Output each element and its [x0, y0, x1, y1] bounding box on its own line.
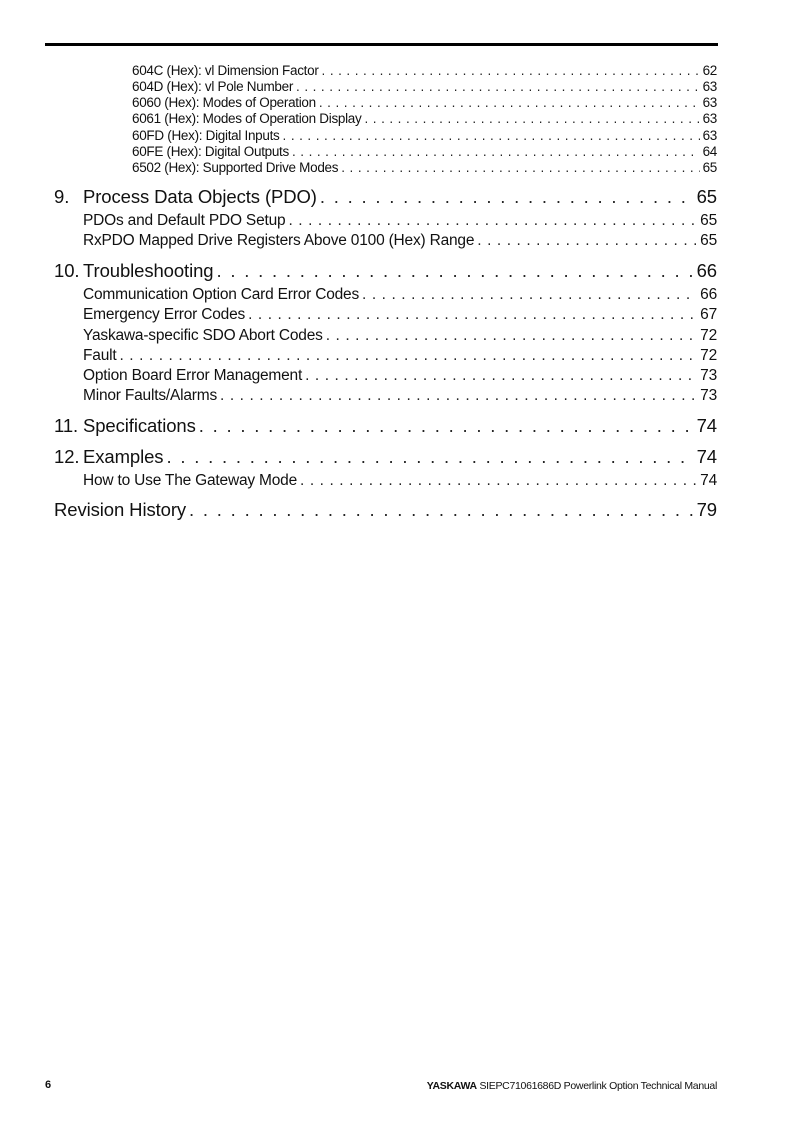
footer-manual-name: SIEPC71061686D Powerlink Option Technical Manual: [479, 1080, 717, 1092]
toc-entry-page: 63: [702, 95, 717, 110]
toc-entry[interactable]: [132, 95, 717, 110]
leader-dots: [220, 387, 697, 405]
toc-section-page: 65: [700, 232, 717, 249]
toc-entry-title: 604C (Hex): vl Dimension Factor: [132, 63, 319, 78]
leader-dots: [166, 446, 693, 468]
toc-entry-page: 64: [702, 144, 717, 159]
leader-dots: [189, 499, 694, 521]
toc-entry-title: 60FD (Hex): Digital Inputs: [132, 128, 280, 143]
toc-section[interactable]: [83, 232, 717, 250]
toc-section[interactable]: [83, 387, 717, 405]
toc-chapter[interactable]: [54, 446, 717, 468]
toc-section-page: 65: [700, 212, 717, 229]
toc-entry[interactable]: [132, 79, 717, 94]
chapter-title: Revision History: [54, 499, 187, 520]
toc-chapter[interactable]: [54, 186, 717, 208]
toc-entry-title: 6061 (Hex): Modes of Operation Display: [132, 111, 362, 126]
leader-dots: [322, 63, 700, 78]
leader-dots: [199, 415, 694, 437]
toc-section[interactable]: [83, 367, 717, 385]
toc-chapter-page: 65: [696, 186, 717, 207]
toc-section-page: 67: [700, 306, 717, 323]
leader-dots: [364, 111, 699, 126]
toc-section[interactable]: [83, 472, 717, 490]
toc-chapter-page: 79: [696, 499, 717, 520]
toc-section[interactable]: [83, 286, 717, 304]
chapter-title: Specifications: [83, 415, 196, 436]
toc-entry-page: 63: [702, 79, 717, 94]
toc-chapter[interactable]: [54, 499, 717, 521]
leader-dots: [119, 347, 697, 365]
toc-section-title: How to Use The Gateway Mode: [83, 472, 297, 489]
chapter-number: 11.: [54, 415, 79, 436]
toc-entry-title: 6060 (Hex): Modes of Operation: [132, 95, 316, 110]
leader-dots: [320, 186, 694, 208]
toc-section-title: PDOs and Default PDO Setup: [83, 212, 286, 229]
toc-entry-page: 63: [702, 128, 717, 143]
toc-entry[interactable]: [132, 144, 717, 159]
chapter-number: 9.: [54, 186, 70, 207]
chapter-title: Troubleshooting: [83, 260, 214, 281]
toc-chapter-page: 74: [696, 415, 717, 436]
chapter-title: Examples: [83, 446, 164, 467]
toc-section-page: 72: [700, 347, 717, 364]
toc-section[interactable]: [83, 306, 717, 324]
chapter-number: 12.: [54, 446, 80, 467]
toc-section[interactable]: [83, 212, 717, 230]
leader-dots: [296, 79, 700, 94]
footer-manual-title: [427, 1080, 717, 1092]
toc-section[interactable]: [83, 347, 717, 365]
toc-section-title: Yaskawa-specific SDO Abort Codes: [83, 327, 323, 344]
chapter-title: Process Data Objects (PDO): [83, 186, 317, 207]
leader-dots: [292, 144, 700, 159]
leader-dots: [288, 212, 697, 230]
leader-dots: [319, 95, 700, 110]
toc-chapter[interactable]: [54, 415, 717, 437]
toc-section-page: 72: [700, 327, 717, 344]
toc-entry-page: 63: [702, 111, 717, 126]
leader-dots: [248, 306, 697, 324]
toc-section-title: Fault: [83, 347, 117, 364]
toc-section-page: 74: [700, 472, 717, 489]
header-rule: [45, 43, 718, 46]
toc-section-page: 73: [700, 367, 717, 384]
toc-entry-page: 65: [702, 160, 717, 175]
toc-entry[interactable]: [132, 63, 717, 78]
toc-entry-title: 6502 (Hex): Supported Drive Modes: [132, 160, 339, 175]
toc-chapter-page: 66: [696, 260, 717, 281]
toc-section-title: RxPDO Mapped Drive Registers Above 0100 (Hex) Range: [83, 232, 475, 249]
leader-dots: [477, 232, 697, 250]
toc-section-title: Option Board Error Management: [83, 367, 303, 384]
footer-brand: YASKAWA: [426, 1080, 477, 1092]
leader-dots: [305, 367, 697, 385]
leader-dots: [283, 128, 700, 143]
chapter-number: 10.: [54, 260, 80, 281]
toc-entry[interactable]: [132, 128, 717, 143]
toc-section[interactable]: [83, 327, 717, 345]
leader-dots: [300, 472, 697, 490]
toc-entry[interactable]: [132, 160, 717, 175]
toc-section-page: 73: [700, 387, 717, 404]
toc-entry[interactable]: [132, 111, 717, 126]
leader-dots: [341, 160, 699, 175]
toc-entry-page: 62: [702, 63, 717, 78]
toc-entry-title: 60FE (Hex): Digital Outputs: [132, 144, 289, 159]
toc-section-title: Minor Faults/Alarms: [83, 387, 218, 404]
toc-section-title: Communication Option Card Error Codes: [83, 286, 360, 303]
toc-section-page: 66: [700, 286, 717, 303]
leader-dots: [362, 286, 697, 304]
leader-dots: [216, 260, 693, 282]
toc-entry-title: 604D (Hex): vl Pole Number: [132, 79, 294, 94]
toc-chapter-page: 74: [696, 446, 717, 467]
leader-dots: [326, 327, 697, 345]
toc-chapter[interactable]: [54, 260, 717, 282]
footer-page-number: 6: [45, 1079, 52, 1091]
toc-section-title: Emergency Error Codes: [83, 306, 246, 323]
